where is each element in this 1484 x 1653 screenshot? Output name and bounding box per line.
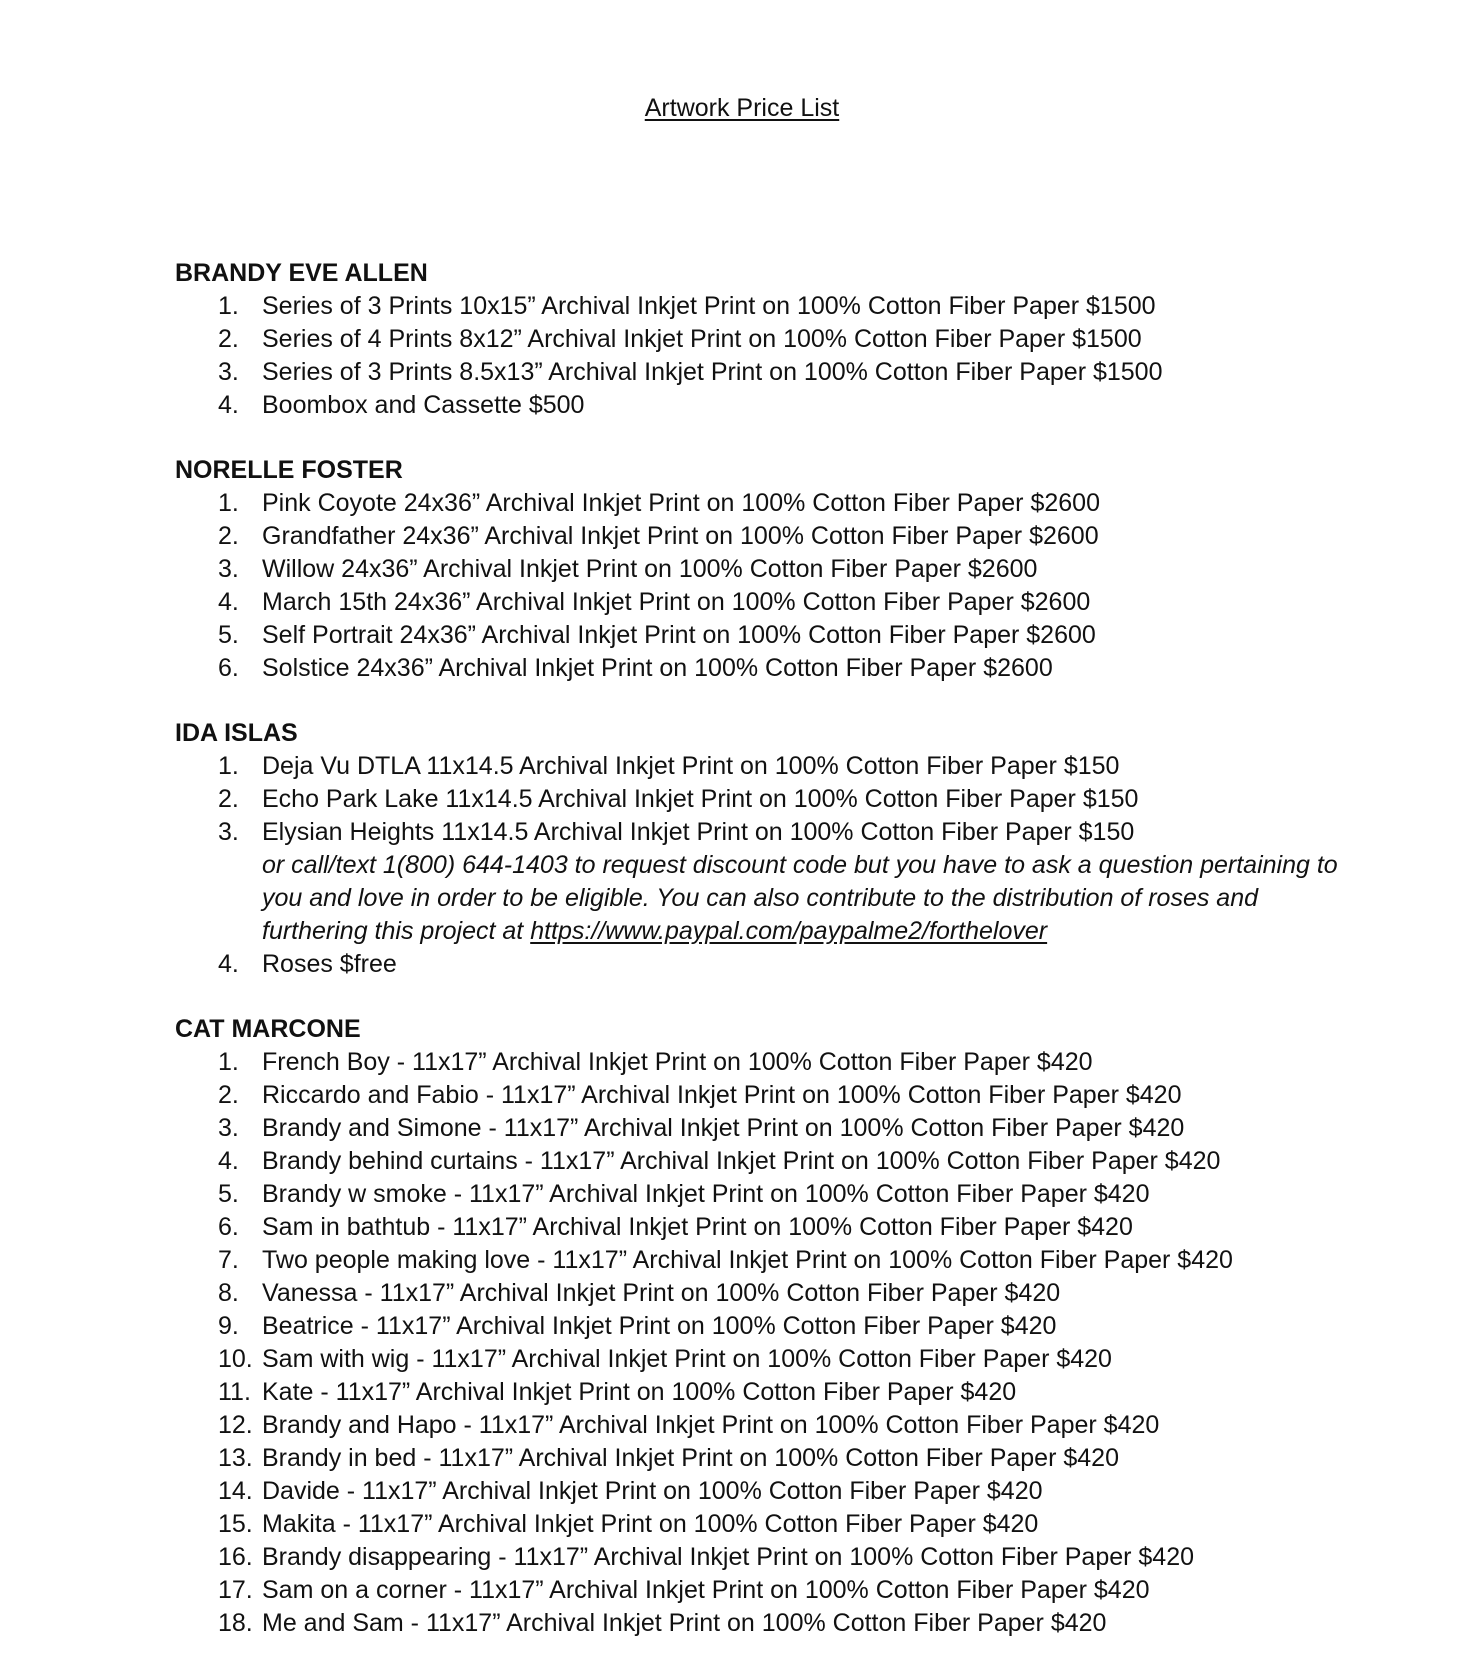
- item-number: 6.: [218, 654, 239, 682]
- list-item: [175, 1541, 1345, 1574]
- item-number: 17.: [218, 1576, 253, 1604]
- item-number: 5.: [218, 1180, 239, 1208]
- paypal-link[interactable]: https://www.paypal.com/paypalme2/forthelover: [530, 917, 1048, 945]
- list-item: [175, 1574, 1345, 1607]
- item-text: Brandy in bed - 11x17” Archival Inkjet Print on 100% Cotton Fiber Paper $420: [262, 1444, 1119, 1472]
- item-text: Deja Vu DTLA 11x14.5 Archival Inkjet Print on 100% Cotton Fiber Paper $150: [262, 752, 1120, 780]
- item-number: 1.: [218, 752, 239, 780]
- item-number: 1.: [218, 292, 239, 320]
- item-number: 3.: [218, 1114, 239, 1142]
- note-line-prefix: furthering this project at: [262, 917, 531, 945]
- item-text: Kate - 11x17” Archival Inkjet Print on 100% Cotton Fiber Paper $420: [262, 1378, 1017, 1406]
- item-text: Willow 24x36” Archival Inkjet Print on 100% Cotton Fiber Paper $2600: [262, 555, 1038, 583]
- item-number: 9.: [218, 1312, 239, 1340]
- artwork-list: [175, 487, 1345, 685]
- item-number: 3.: [218, 818, 239, 846]
- item-text: French Boy - 11x17” Archival Inkjet Print on 100% Cotton Fiber Paper $420: [262, 1048, 1093, 1076]
- list-item: [175, 1145, 1345, 1178]
- list-item: [175, 948, 1345, 981]
- artist-heading: CAT MARCONE: [175, 1015, 361, 1043]
- item-text: Me and Sam - 11x17” Archival Inkjet Print on 100% Cotton Fiber Paper $420: [262, 1609, 1107, 1637]
- item-number: 7.: [218, 1246, 239, 1274]
- item-number: 3.: [218, 358, 239, 386]
- list-item: [175, 1508, 1345, 1541]
- item-number: 2.: [218, 522, 239, 550]
- item-number: 11.: [218, 1378, 251, 1406]
- list-item: [175, 389, 1345, 422]
- artwork-list: [175, 750, 1345, 981]
- item-text: Self Portrait 24x36” Archival Inkjet Print on 100% Cotton Fiber Paper $2600: [262, 621, 1096, 649]
- list-item: [175, 586, 1345, 619]
- item-text: Series of 4 Prints 8x12” Archival Inkjet Print on 100% Cotton Fiber Paper $1500: [262, 325, 1142, 353]
- list-item: [175, 323, 1345, 356]
- item-number: 14.: [218, 1477, 253, 1505]
- item-text: Sam in bathtub - 11x17” Archival Inkjet Print on 100% Cotton Fiber Paper $420: [262, 1213, 1133, 1241]
- item-text: Pink Coyote 24x36” Archival Inkjet Print on 100% Cotton Fiber Paper $2600: [262, 489, 1100, 517]
- list-item: [175, 1112, 1345, 1145]
- item-number: 1.: [218, 489, 239, 517]
- price-list: [175, 257, 1345, 1640]
- item-text: Boombox and Cassette $500: [262, 391, 585, 419]
- item-number: 5.: [218, 621, 239, 649]
- page-title: [0, 92, 1484, 124]
- item-number: 2.: [218, 1081, 239, 1109]
- artist-heading: IDA ISLAS: [175, 719, 298, 747]
- list-item: [175, 1475, 1345, 1508]
- list-item: [175, 1376, 1345, 1409]
- page-title-text: Artwork Price List: [644, 94, 840, 122]
- note-line: you and love in order to be eligible. You can also contribute to the distribution of roses and: [262, 884, 1259, 912]
- list-item: [175, 1178, 1345, 1211]
- item-number: 18.: [218, 1609, 253, 1637]
- item-text: Two people making love - 11x17” Archival Inkjet Print on 100% Cotton Fiber Paper $420: [262, 1246, 1233, 1274]
- list-item: [175, 1343, 1345, 1376]
- item-text: Solstice 24x36” Archival Inkjet Print on 100% Cotton Fiber Paper $2600: [262, 654, 1053, 682]
- item-text: Echo Park Lake 11x14.5 Archival Inkjet Print on 100% Cotton Fiber Paper $150: [262, 785, 1139, 813]
- item-text: Grandfather 24x36” Archival Inkjet Print on 100% Cotton Fiber Paper $2600: [262, 522, 1099, 550]
- list-item: [175, 1310, 1345, 1343]
- item-text: Vanessa - 11x17” Archival Inkjet Print on 100% Cotton Fiber Paper $420: [262, 1279, 1061, 1307]
- artist-heading: NORELLE FOSTER: [175, 456, 403, 484]
- item-number: 3.: [218, 555, 239, 583]
- item-text: March 15th 24x36” Archival Inkjet Print on 100% Cotton Fiber Paper $2600: [262, 588, 1091, 616]
- item-number: 8.: [218, 1279, 239, 1307]
- note-line: or call/text 1(800) 644-1403 to request discount code but you have to ask a question pertaining to: [262, 851, 1338, 879]
- item-number: 4.: [218, 391, 239, 419]
- item-number: 15.: [218, 1510, 253, 1538]
- item-text: Davide - 11x17” Archival Inkjet Print on 100% Cotton Fiber Paper $420: [262, 1477, 1043, 1505]
- list-item: [175, 1277, 1345, 1310]
- list-item: [175, 783, 1345, 816]
- artwork-list: [175, 1046, 1345, 1640]
- item-text: Brandy behind curtains - 11x17” Archival Inkjet Print on 100% Cotton Fiber Paper $420: [262, 1147, 1221, 1175]
- list-item: [175, 816, 1345, 849]
- item-text: Sam on a corner - 11x17” Archival Inkjet Print on 100% Cotton Fiber Paper $420: [262, 1576, 1150, 1604]
- item-number: 16.: [218, 1543, 253, 1571]
- list-item: [175, 356, 1345, 389]
- note-line: [262, 915, 1345, 948]
- item-text: Series of 3 Prints 10x15” Archival Inkjet Print on 100% Cotton Fiber Paper $1500: [262, 292, 1156, 320]
- list-item: [175, 553, 1345, 586]
- item-number: 6.: [218, 1213, 239, 1241]
- list-item: [175, 1046, 1345, 1079]
- item-text: Beatrice - 11x17” Archival Inkjet Print on 100% Cotton Fiber Paper $420: [262, 1312, 1057, 1340]
- item-number: 10.: [218, 1345, 253, 1373]
- list-item: [175, 652, 1345, 685]
- list-item: [175, 1442, 1345, 1475]
- item-number: 12.: [218, 1411, 253, 1439]
- item-text: Makita - 11x17” Archival Inkjet Print on 100% Cotton Fiber Paper $420: [262, 1510, 1039, 1538]
- item-text: Sam with wig - 11x17” Archival Inkjet Print on 100% Cotton Fiber Paper $420: [262, 1345, 1112, 1373]
- list-item: [175, 1079, 1345, 1112]
- item-text: Brandy disappearing - 11x17” Archival Inkjet Print on 100% Cotton Fiber Paper $420: [262, 1543, 1195, 1571]
- item-number: 13.: [218, 1444, 253, 1472]
- list-item: [175, 1409, 1345, 1442]
- item-number: 4.: [218, 1147, 239, 1175]
- artist-heading: BRANDY EVE ALLEN: [175, 259, 428, 287]
- list-item: [175, 1211, 1345, 1244]
- discount-note: [175, 849, 1345, 948]
- list-item: [175, 750, 1345, 783]
- item-number: 2.: [218, 785, 239, 813]
- list-item: [175, 290, 1345, 323]
- item-number: 4.: [218, 588, 239, 616]
- item-number: 2.: [218, 325, 239, 353]
- item-text: Brandy and Simone - 11x17” Archival Inkjet Print on 100% Cotton Fiber Paper $420: [262, 1114, 1185, 1142]
- item-text: Riccardo and Fabio - 11x17” Archival Inkjet Print on 100% Cotton Fiber Paper $420: [262, 1081, 1182, 1109]
- artwork-list: [175, 290, 1345, 422]
- item-number: 1.: [218, 1048, 239, 1076]
- list-item: [175, 520, 1345, 553]
- item-text: Series of 3 Prints 8.5x13” Archival Inkjet Print on 100% Cotton Fiber Paper $1500: [262, 358, 1163, 386]
- list-item: [175, 1244, 1345, 1277]
- item-text: Elysian Heights 11x14.5 Archival Inkjet Print on 100% Cotton Fiber Paper $150: [262, 818, 1135, 846]
- item-text: Roses $free: [262, 950, 397, 978]
- list-item: [175, 1607, 1345, 1640]
- list-item: [175, 487, 1345, 520]
- list-item: [175, 619, 1345, 652]
- item-text: Brandy w smoke - 11x17” Archival Inkjet Print on 100% Cotton Fiber Paper $420: [262, 1180, 1150, 1208]
- item-number: 4.: [218, 950, 239, 978]
- item-text: Brandy and Hapo - 11x17” Archival Inkjet Print on 100% Cotton Fiber Paper $420: [262, 1411, 1160, 1439]
